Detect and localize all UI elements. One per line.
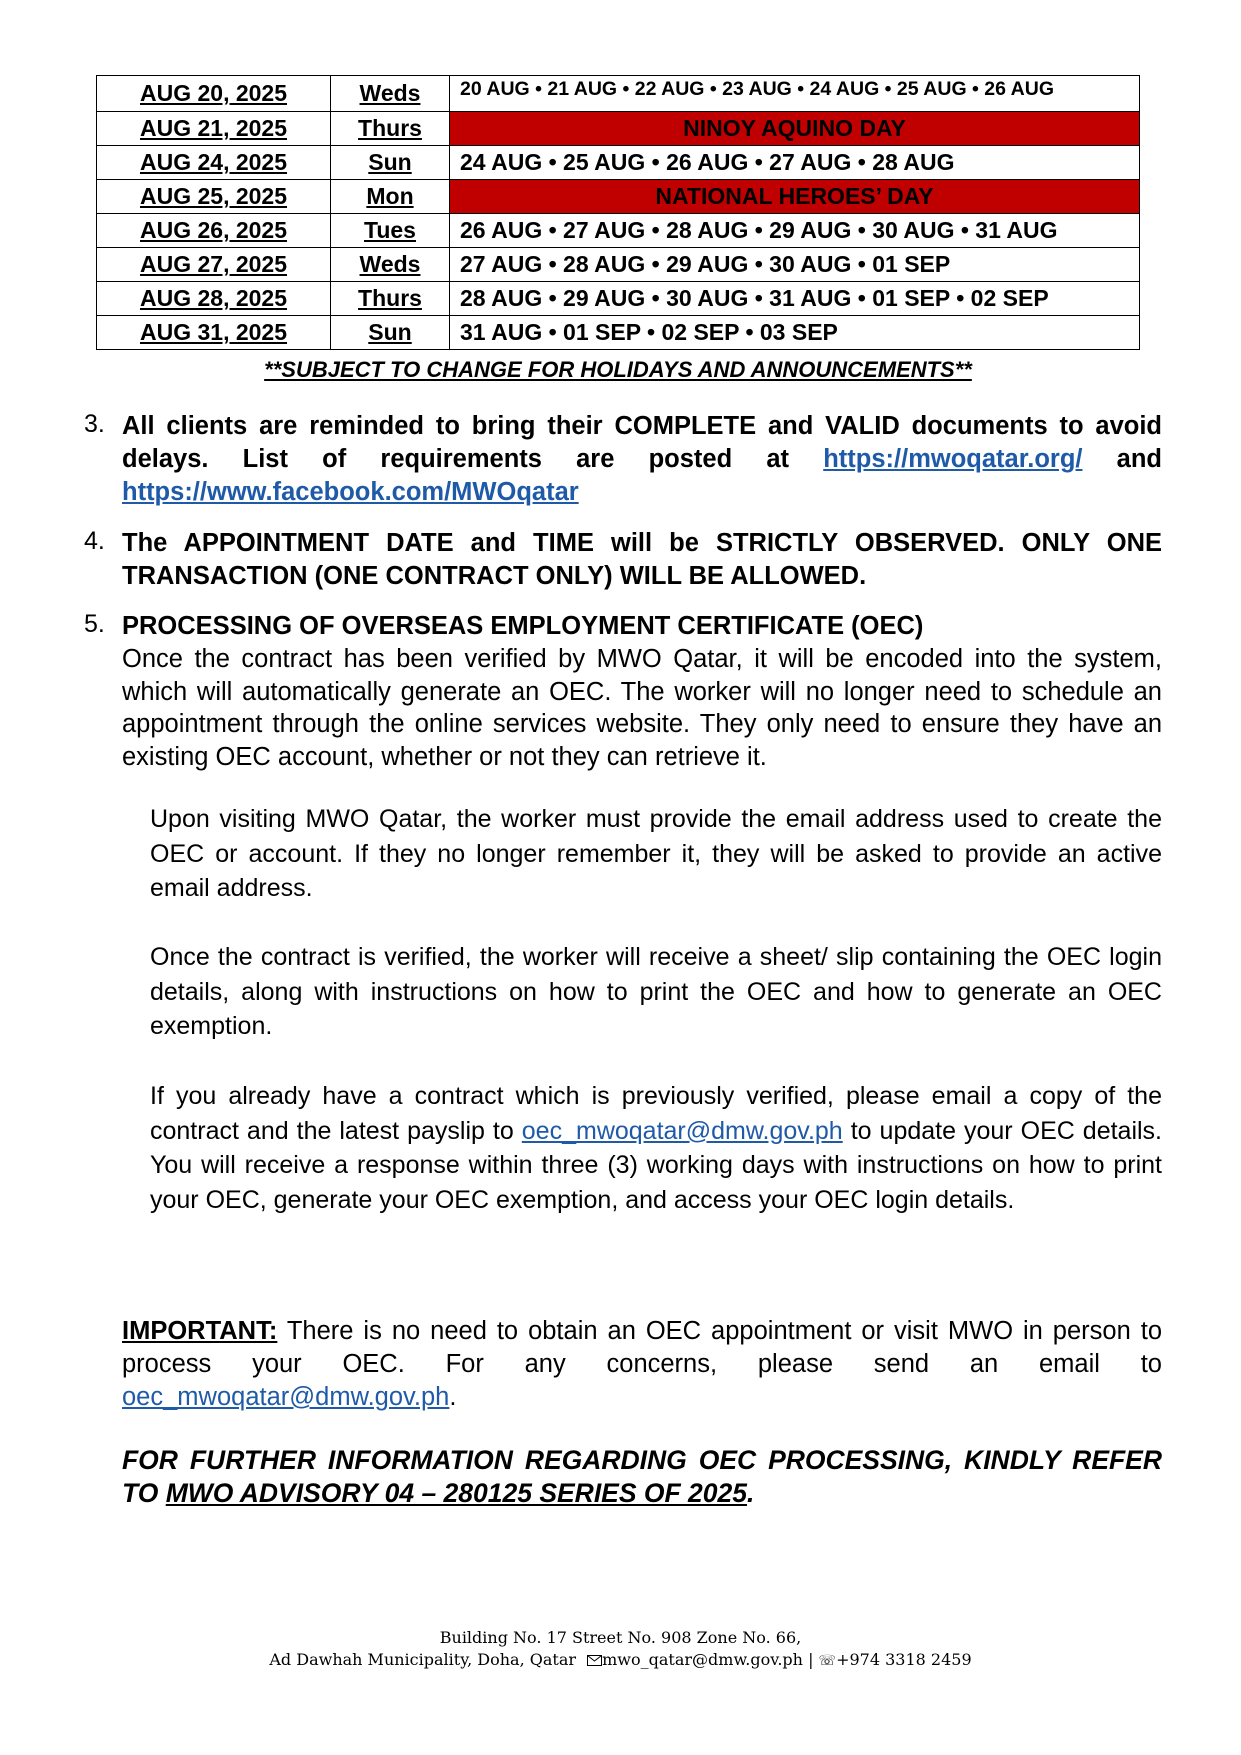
footer-phone: +974 3318 2459 — [836, 1650, 972, 1669]
schedule-note: **SUBJECT TO CHANGE FOR HOLIDAYS AND ANNOUNCEMENTS** — [264, 357, 972, 382]
schedule-day: Weds — [331, 248, 450, 282]
item-3-and: and — [1116, 445, 1163, 473]
further-text: FOR FURTHER INFORMATION REGARDING OEC PROCESSING, KINDLY REFER TO — [122, 1445, 1162, 1508]
schedule-row — [97, 316, 1140, 350]
item-3-sentence: All clients are reminded to bring their COMPLETE and VALID documents to avoid delays. List of requirements are posted at — [122, 412, 1162, 473]
mwoqatar-website-link[interactable]: https://mwoqatar.org/ — [823, 445, 1083, 473]
important-label: IMPORTANT: — [122, 1317, 278, 1345]
footer — [0, 1627, 1241, 1672]
schedule-table-body — [97, 76, 1140, 350]
available-slots: 27 AUG • 28 AUG • 29 AUG • 30 AUG • 01 SEP — [450, 248, 1140, 282]
holiday-banner: NINOY AQUINO DAY — [450, 112, 1140, 146]
footer-address: Ad Dawhah Municipality, Doha, Qatar — [269, 1650, 577, 1669]
paragraph-previously-verified — [150, 1079, 1162, 1217]
para3-before: If you already have a contract which is previously verified, please email a copy of the contract and the latest payslip to — [150, 1082, 1162, 1145]
item-5-text: Once the contract has been verified by MWO Qatar, it will be encoded into the system, which will automatically generate an OEC. The worker will no longer need to schedule an appointment through the online services website. They only need to ensure they have an existing OEC account, whether or not they can retrieve it. — [122, 645, 1162, 771]
available-slots: 28 AUG • 29 AUG • 30 AUG • 31 AUG • 01 SEP • 02 SEP — [450, 282, 1140, 316]
item-4-text: The APPOINTMENT DATE and TIME will be STRICTLY OBSERVED. ONLY ONE TRANSACTION (ONE CONTRACT ONLY) WILL BE ALLOWED. — [122, 529, 1162, 590]
advisory-reference: MWO ADVISORY 04 – 280125 SERIES OF 2025 — [165, 1478, 748, 1508]
schedule-date: AUG 27, 2025 — [97, 248, 331, 282]
item-5-body — [122, 610, 1162, 773]
schedule-day: Sun — [331, 146, 450, 180]
schedule-row — [97, 146, 1140, 180]
schedule-date: AUG 24, 2025 — [97, 146, 331, 180]
paragraph-login-details: Once the contract is verified, the worker will receive a sheet/ slip containing the OEC login details, along with instructions on how to print the OEC and how to generate an OEC exemption. — [150, 943, 1162, 1040]
available-slots: 24 AUG • 25 AUG • 26 AUG • 27 AUG • 28 AUG — [450, 146, 1140, 180]
schedule-row — [97, 248, 1140, 282]
schedule-row — [97, 76, 1140, 112]
schedule-day: Weds — [331, 76, 450, 112]
schedule-day: Thurs — [331, 112, 450, 146]
footer-separator: | — [808, 1650, 814, 1669]
footer-address-line1: Building No. 17 Street No. 908 Zone No. 66, — [439, 1628, 802, 1647]
footer-address-line2 — [0, 1649, 1241, 1672]
envelope-icon — [587, 1650, 602, 1672]
further-end: . — [747, 1478, 755, 1508]
holiday-banner: NATIONAL HEROES’ DAY — [450, 180, 1140, 214]
important-email-link[interactable]: oec_mwoqatar@dmw.gov.ph — [122, 1383, 450, 1411]
schedule-row — [97, 282, 1140, 316]
schedule-day: Mon — [331, 180, 450, 214]
schedule-date: AUG 28, 2025 — [97, 282, 331, 316]
item-number: 5. — [84, 610, 105, 638]
available-slots: 20 AUG • 21 AUG • 22 AUG • 23 AUG • 24 AUG • 25 AUG • 26 AUG — [450, 76, 1140, 112]
schedule-date: AUG 21, 2025 — [97, 112, 331, 146]
schedule-date: AUG 25, 2025 — [97, 180, 331, 214]
item-number: 3. — [84, 410, 105, 438]
schedule-date: AUG 26, 2025 — [97, 214, 331, 248]
important-end: . — [449, 1383, 457, 1411]
important-text: There is no need to obtain an OEC appointment or visit MWO in person to process your OEC. For any concerns, please send an email to — [122, 1317, 1163, 1378]
important-notice — [122, 1315, 1162, 1414]
facebook-page-link[interactable]: https://www.facebook.com/MWOqatar — [122, 478, 579, 506]
appointment-schedule-table — [96, 75, 1140, 350]
schedule-row — [97, 180, 1140, 214]
schedule-row — [97, 214, 1140, 248]
phone-icon: ☏ — [818, 1653, 837, 1669]
schedule-day: Tues — [331, 214, 450, 248]
paragraph-email-address: Upon visiting MWO Qatar, the worker must provide the email address used to create the OEC or account. If they no longer remember it, they will be asked to provide an active email address. — [150, 805, 1162, 902]
item-number: 4. — [84, 527, 105, 555]
schedule-row — [97, 112, 1140, 146]
oec-email-link[interactable]: oec_mwoqatar@dmw.gov.ph — [521, 1116, 843, 1145]
schedule-date: AUG 20, 2025 — [97, 76, 331, 112]
para3-after: to update your OEC details. You will receive a response within three (3) working days with instructions on how to print your OEC, generate your OEC exemption, and access your OEC login details. — [150, 1116, 1163, 1214]
schedule-day: Thurs — [331, 282, 450, 316]
item-5-heading: PROCESSING OF OVERSEAS EMPLOYMENT CERTIFICATE (OEC) — [122, 612, 924, 640]
available-slots: 26 AUG • 27 AUG • 28 AUG • 29 AUG • 30 AUG • 31 AUG — [450, 214, 1140, 248]
footer-email: mwo_qatar@dmw.gov.ph — [602, 1650, 803, 1669]
schedule-day: Sun — [331, 316, 450, 350]
further-information — [122, 1444, 1162, 1510]
schedule-date: AUG 31, 2025 — [97, 316, 331, 350]
item-3-text — [122, 410, 1162, 509]
available-slots: 31 AUG • 01 SEP • 02 SEP • 03 SEP — [450, 316, 1140, 350]
